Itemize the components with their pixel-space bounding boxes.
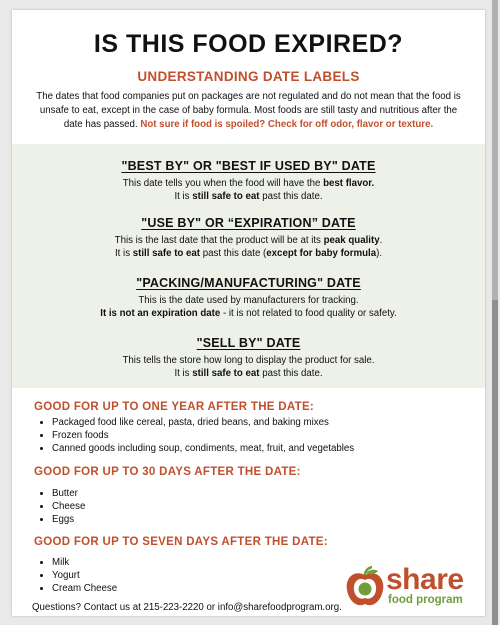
- packing-block: [12, 276, 485, 320]
- list-item: • Yogurt: [52, 569, 117, 582]
- list-item: • Canned goods including soup, condiments, meat, fruit, and vegetables: [52, 442, 354, 455]
- packing-emph: It is not an expiration date: [100, 308, 221, 319]
- best-by-safe: still safe to eat: [192, 191, 260, 202]
- best-by-text: [12, 177, 485, 203]
- sell-by-block: [12, 336, 485, 380]
- thirty-days-heading: GOOD FOR UP TO 30 DAYS AFTER THE DATE:: [34, 466, 301, 478]
- best-by-line2c: past this date.: [259, 191, 323, 202]
- use-by-line2a: It is: [114, 248, 133, 259]
- one-year-heading: GOOD FOR UP TO ONE YEAR AFTER THE DATE:: [34, 401, 315, 413]
- seven-days-list: [34, 556, 117, 595]
- packing-line1: This is the date used by manufacturers for tracking.: [138, 295, 359, 306]
- date-labels-panel: [12, 144, 485, 388]
- use-by-block: [12, 216, 485, 260]
- use-by-line2c: past this date (: [200, 248, 267, 259]
- packing-title: "PACKING/MANUFACTURING" DATE: [136, 276, 361, 290]
- share-logo: [344, 565, 474, 609]
- intro-highlight: Not sure if food is spoiled? Check for off odor, flavor or texture.: [140, 119, 434, 130]
- best-by-title: "BEST BY" OR "BEST IF USED BY" DATE: [121, 159, 376, 173]
- use-by-emph: peak quality: [323, 235, 380, 246]
- intro-text: The dates that food companies put on packages are not regulated and do not mean that the food is unsafe to eat, except in the case of baby formula. Most foods are still tasty and nutritious after the date has passed.: [36, 91, 461, 130]
- logo-wordmark: share: [386, 563, 464, 596]
- best-by-line2a: It is: [174, 191, 193, 202]
- use-by-title: "USE BY" OR “EXPIRATION” DATE: [141, 216, 356, 230]
- intro-paragraph: [32, 90, 465, 132]
- flyer-page: [12, 10, 485, 616]
- scrollbar-thumb[interactable]: [492, 0, 498, 300]
- best-by-line1: This date tells you when the food will have the: [122, 178, 324, 189]
- page-subtitle: UNDERSTANDING DATE LABELS: [137, 69, 360, 84]
- seven-days-heading: GOOD FOR UP TO SEVEN DAYS AFTER THE DATE:: [34, 536, 328, 548]
- list-item: • Packaged food like cereal, pasta, dried beans, and baking mixes: [52, 416, 354, 429]
- use-by-text: [12, 234, 485, 260]
- best-by-emph: best flavor.: [323, 178, 375, 189]
- list-item: • Eggs: [52, 513, 85, 526]
- contact-footer: Questions? Contact us at 215-223-2220 or info@sharefoodprogram.org.: [32, 602, 342, 613]
- sell-by-text: [12, 354, 485, 380]
- logo-subtitle: food program: [388, 594, 463, 606]
- use-by-line1c: .: [379, 235, 383, 246]
- sell-by-line2c: past this date.: [259, 368, 323, 379]
- page-title: IS THIS FOOD EXPIRED?: [93, 30, 404, 58]
- sell-by-title: "SELL BY" DATE: [196, 336, 301, 350]
- list-item: • Frozen foods: [52, 429, 354, 442]
- list-item: • Cheese: [52, 500, 85, 513]
- best-by-block: [12, 159, 485, 203]
- use-by-line1: This is the last date that the product will be at its: [114, 235, 324, 246]
- use-by-exception: except for baby formula: [266, 248, 377, 259]
- use-by-safe: still safe to eat: [132, 248, 201, 259]
- packing-line2b: - it is not related to food quality or safety.: [220, 308, 397, 319]
- list-item: • Milk: [52, 556, 117, 569]
- one-year-list: [34, 416, 354, 455]
- list-item: • Cream Cheese: [52, 582, 117, 595]
- sell-by-safe: still safe to eat: [192, 368, 260, 379]
- use-by-line2e: ).: [376, 248, 383, 259]
- packing-text: [12, 294, 485, 320]
- thirty-days-list: [34, 487, 85, 526]
- apple-logo-icon: [344, 565, 386, 609]
- sell-by-line2a: It is: [174, 368, 193, 379]
- list-item: • Butter: [52, 487, 85, 500]
- sell-by-line1: This tells the store how long to display the product for sale.: [122, 355, 375, 366]
